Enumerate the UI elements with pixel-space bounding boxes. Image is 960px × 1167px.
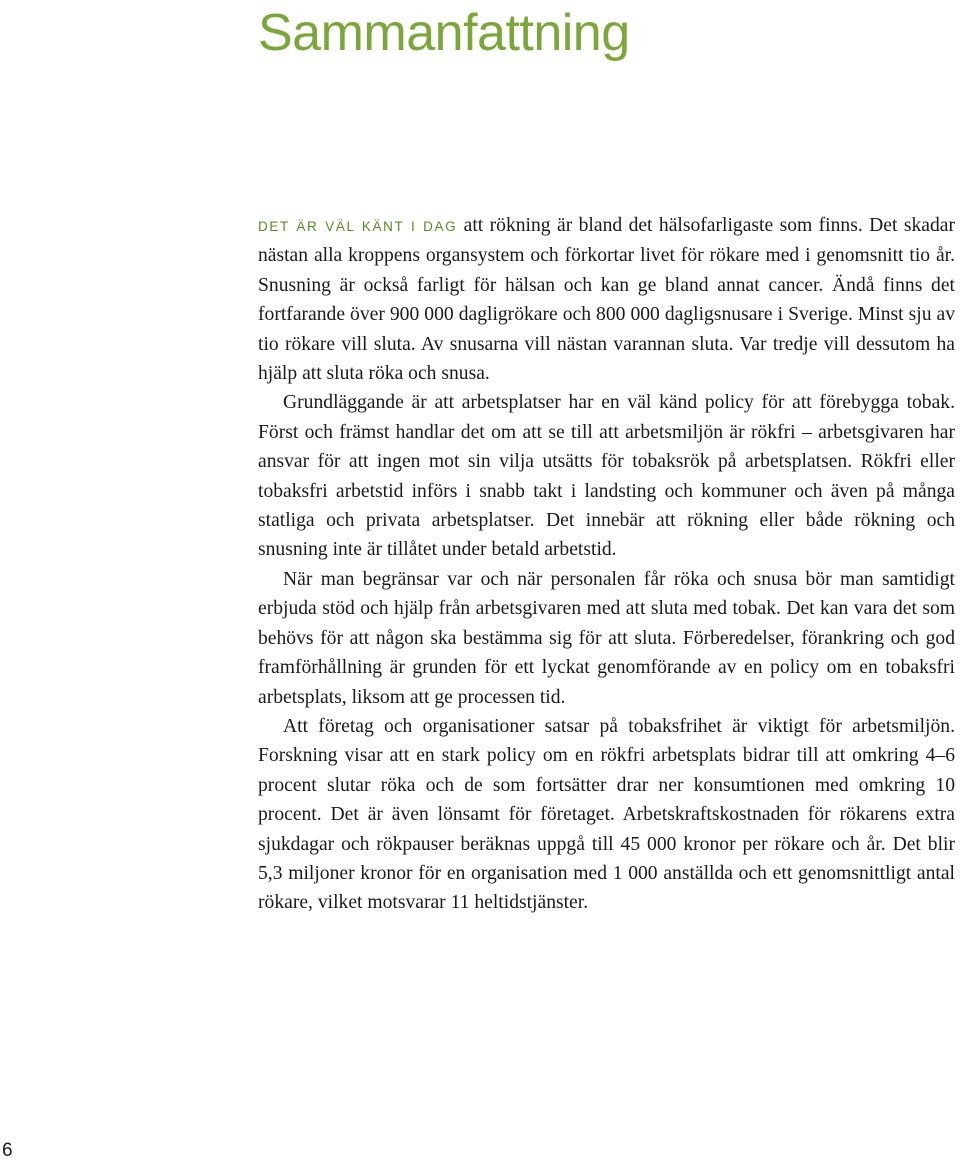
summary-body: [258, 211, 955, 918]
page-number: 6: [2, 1140, 13, 1161]
lead-in-text: DET ÄR VÄL KÄNT I DAG: [258, 219, 458, 234]
intro-text: att rökning är bland det hälsofarligaste som finns. Det skadar nästan alla kroppens organsystem och förkortar livet för rökare med i genomsnitt tio år. Snusning är också farligt för hälsan och kan ge bland annat cancer. Ändå finns det fortfarande över 900 000 dagligrökare och 800 000 dagligsnusare i Sverige. Minst sju av tio rökare vill sluta. Av snusarna vill nästan varannan sluta. Var tredje vill dessutom ha hjälp att sluta röka och snusa.: [258, 215, 955, 385]
paragraph-benefits: Att företag och organisationer satsar på tobaksfrihet är viktigt för arbetsmiljön. Forskning visar att en stark policy om en rökfri arbetsplats bidrar till att omkring 4–6 procent slutar röka och de som fortsätter drar ner konsumtionen med omkring 10 procent. Det är även lönsamt för företaget. Arbetskraftskostnaden för rökarens extra sjukdagar och rökpauser beräknas uppgå till 45 000 kronor per rökare och år. Det blir 5,3 miljoner kronor för en organisation med 1 000 anställda och ett genomsnittligt antal rökare, vilket motsvarar 11 heltidstjänster.: [258, 715, 955, 914]
paragraph-support: När man begränsar var och när personalen får röka och snusa bör man samtidigt erbjuda stöd och hjälp från arbetsgivaren med att sluta med tobak. Det kan vara det som behövs för att någon ska bestämma sig för att sluta. Förberedelser, förankring och god framförhållning är grunden för ett lyckat genomförande av en policy om en tobaksfri arbetsplats, liksom att ge processen tid.: [258, 568, 955, 708]
paragraph-policy: Grundläggande är att arbetsplatser har en väl känd policy för att förebygga tobak. Först och främst handlar det om att se till att arbetsmiljön är rökfri – arbetsgivaren har ansvar för att ingen mot sin vilja utsätts för tobaksrök på arbetsplatsen. Rökfri eller tobaksfri arbetstid införs i snabb takt i landsting och kommuner och även på många statliga och privata arbetsplatser. Det innebär att rökning eller både rökning och snusning inte är tillåtet under betald arbetstid.: [258, 392, 955, 561]
intro-paragraph: [258, 211, 955, 388]
page-title: Sammanfattning: [258, 4, 630, 62]
